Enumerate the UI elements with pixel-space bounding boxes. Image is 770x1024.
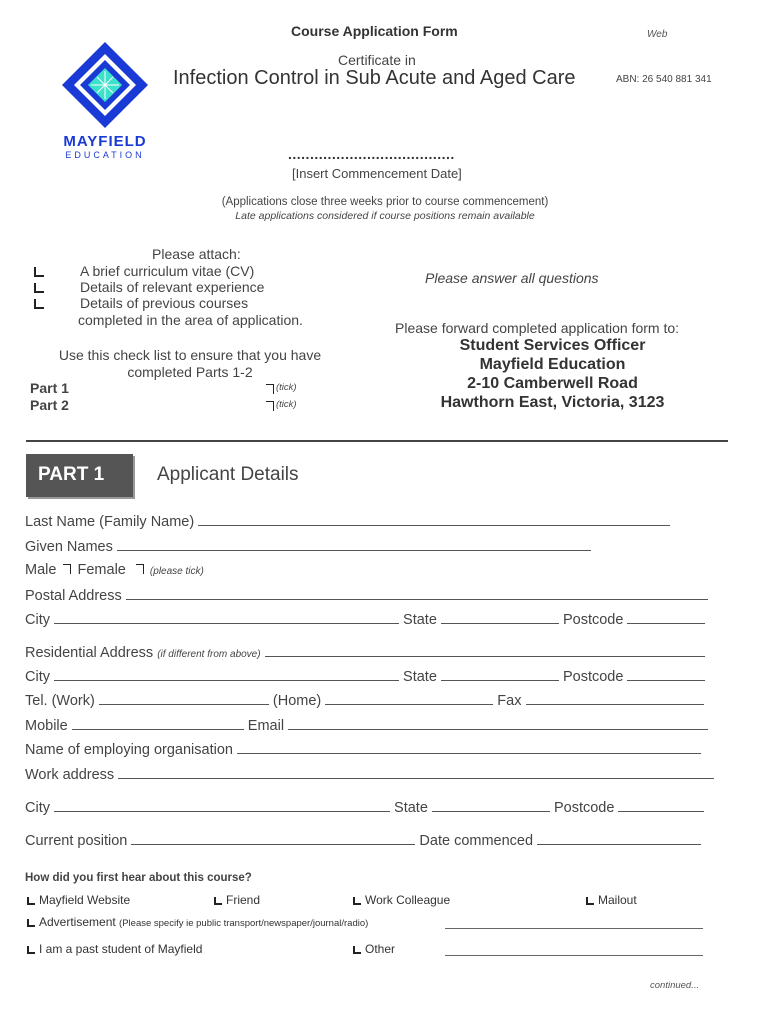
mobile-input[interactable] xyxy=(72,717,244,730)
state-label: State xyxy=(403,669,437,685)
attach-item-continued: completed in the area of application. xyxy=(78,312,303,328)
tick-box-icon[interactable] xyxy=(266,384,274,394)
applications-close: (Applications close three weeks prior to course commencement) xyxy=(221,196,549,208)
postcode-input[interactable] xyxy=(618,799,704,812)
postal-address-field[interactable] xyxy=(25,587,708,604)
state-label: State xyxy=(403,612,437,628)
attach-item[interactable] xyxy=(34,279,264,295)
checkbox-icon[interactable] xyxy=(34,283,44,293)
work-address-field[interactable] xyxy=(25,766,714,783)
employer-input[interactable] xyxy=(237,741,701,754)
tick-label: (tick) xyxy=(276,399,297,410)
home-phone-input[interactable] xyxy=(325,692,493,705)
city-input[interactable] xyxy=(54,668,399,681)
part1-check-label: Part 1 xyxy=(30,380,69,396)
forward-intro: Please forward completed application form to: xyxy=(395,320,680,336)
residential-address-label: Residential Address xyxy=(25,645,154,661)
email-input[interactable] xyxy=(288,717,708,730)
other-input[interactable] xyxy=(445,955,703,956)
work-address-label: Work address xyxy=(25,767,115,783)
abn-text: ABN: 26 540 881 341 xyxy=(616,74,712,85)
checkbox-icon[interactable] xyxy=(27,919,35,927)
late-applications: Late applications considered if course positions remain available xyxy=(235,210,535,222)
state-label: State xyxy=(394,800,428,816)
forward-line-3: 2-10 Camberwell Road xyxy=(467,375,638,392)
option-label: Advertisement xyxy=(39,915,116,929)
logo-subtitle: EDUCATION xyxy=(65,150,145,160)
attach-item-label: A brief curriculum vitae (CV) xyxy=(80,263,255,279)
part2-tick[interactable] xyxy=(263,399,297,411)
option-label: I am a past student of Mayfield xyxy=(39,942,203,956)
checklist-text-1: Use this check list to ensure that you have xyxy=(58,347,322,363)
male-label: Male xyxy=(25,562,57,578)
option-label: Mailout xyxy=(598,893,637,907)
work-address-input[interactable] xyxy=(118,766,714,779)
state-input[interactable] xyxy=(441,668,559,681)
hear-option-colleague[interactable] xyxy=(353,893,450,907)
postcode-label: Postcode xyxy=(562,612,624,628)
city-label: City xyxy=(25,800,50,816)
tick-box-icon[interactable] xyxy=(266,401,274,411)
last-name-label: Last Name (Family Name) xyxy=(25,514,195,530)
checkbox-icon[interactable] xyxy=(353,897,361,905)
male-checkbox-icon[interactable] xyxy=(63,564,71,574)
tel-work-label: Tel. (Work) xyxy=(25,693,95,709)
part1-badge-label: PART 1 xyxy=(38,464,105,485)
phone-row xyxy=(25,692,704,709)
female-label: Female xyxy=(77,562,126,578)
hear-option-advertisement[interactable] xyxy=(27,915,368,929)
advertisement-input[interactable] xyxy=(445,928,703,929)
logo-diamond-icon xyxy=(55,40,155,130)
state-input[interactable] xyxy=(441,611,559,624)
fax-input[interactable] xyxy=(526,692,704,705)
hear-option-past-student[interactable] xyxy=(27,942,202,956)
please-answer: Please answer all questions xyxy=(425,270,599,286)
gender-field xyxy=(25,562,204,578)
postal-city-row xyxy=(25,611,705,628)
employer-field[interactable] xyxy=(25,741,701,758)
current-position-input[interactable] xyxy=(131,832,415,845)
logo-name: MAYFIELD xyxy=(63,133,147,150)
course-name: Infection Control in Sub Acute and Aged Care xyxy=(173,67,576,89)
checkbox-icon[interactable] xyxy=(214,897,222,905)
current-position-label: Current position xyxy=(25,833,128,849)
residential-city-row xyxy=(25,668,705,685)
city-label: City xyxy=(25,669,50,685)
email-label: Email xyxy=(247,718,285,734)
advert-note: (Please specify ie public transport/newspaper/journal/radio) xyxy=(119,918,369,929)
date-commenced-input[interactable] xyxy=(537,832,701,845)
date-commenced-label: Date commenced xyxy=(419,833,534,849)
female-checkbox-icon[interactable] xyxy=(136,564,144,574)
forward-line-1: Student Services Officer xyxy=(459,337,646,354)
postcode-label: Postcode xyxy=(553,800,615,816)
forward-line-4: Hawthorn East, Victoria, 3123 xyxy=(440,394,665,411)
part1-badge xyxy=(26,454,133,497)
checkbox-icon[interactable] xyxy=(353,946,361,954)
hear-option-mailout[interactable] xyxy=(586,893,637,907)
attach-heading: Please attach: xyxy=(152,246,241,262)
checkbox-icon[interactable] xyxy=(27,897,35,905)
hear-option-website[interactable] xyxy=(27,893,130,907)
certificate-in: Certificate in xyxy=(338,52,416,68)
hear-option-friend[interactable] xyxy=(214,893,260,907)
residential-address-input[interactable] xyxy=(265,644,705,657)
last-name-input[interactable] xyxy=(198,513,670,526)
residential-address-field[interactable] xyxy=(25,644,705,661)
hear-option-other[interactable] xyxy=(353,942,395,956)
postcode-input[interactable] xyxy=(627,668,705,681)
option-label: Mayfield Website xyxy=(39,893,131,907)
hear-question: How did you first hear about this course? xyxy=(25,872,252,884)
checklist-text-2: completed Parts 1-2 xyxy=(127,364,253,380)
if-different-note: (if different from above) xyxy=(157,649,261,660)
part1-tick[interactable] xyxy=(263,382,297,394)
state-input[interactable] xyxy=(432,799,550,812)
attach-item[interactable] xyxy=(34,295,248,311)
option-label: Other xyxy=(365,942,396,956)
fax-label: Fax xyxy=(497,693,522,709)
attach-item[interactable] xyxy=(34,263,254,279)
checkbox-icon[interactable] xyxy=(34,267,44,277)
option-label: Work Colleague xyxy=(365,893,451,907)
city-input[interactable] xyxy=(54,611,399,624)
given-names-label: Given Names xyxy=(25,539,113,555)
checkbox-icon[interactable] xyxy=(34,299,44,309)
last-name-field[interactable] xyxy=(25,513,670,530)
attach-item-label: Details of previous courses xyxy=(80,295,249,311)
part1-title: Applicant Details xyxy=(157,464,299,485)
continued-note: continued... xyxy=(650,980,700,991)
mayfield-logo xyxy=(55,40,155,160)
given-names-field[interactable] xyxy=(25,538,591,555)
tick-label: (tick) xyxy=(276,382,297,393)
employer-label: Name of employing organisation xyxy=(25,742,233,758)
given-names-input[interactable] xyxy=(117,538,591,551)
attach-item-label: Details of relevant experience xyxy=(80,279,265,295)
work-city-row xyxy=(25,799,704,816)
postal-address-label: Postal Address xyxy=(25,588,122,604)
home-label: (Home) xyxy=(272,693,322,709)
tel-work-input[interactable] xyxy=(99,692,269,705)
checkbox-icon[interactable] xyxy=(27,946,35,954)
position-row xyxy=(25,832,701,849)
postcode-label: Postcode xyxy=(562,669,624,685)
postcode-input[interactable] xyxy=(627,611,705,624)
city-label: City xyxy=(25,612,50,628)
checkbox-icon[interactable] xyxy=(586,897,594,905)
section-divider xyxy=(26,440,728,442)
form-title: Course Application Form xyxy=(291,23,458,39)
commencement-date: [Insert Commencement Date] xyxy=(292,166,462,181)
mobile-email-row xyxy=(25,717,708,734)
part2-check-label: Part 2 xyxy=(30,397,69,413)
postal-address-input[interactable] xyxy=(126,587,708,600)
mobile-label: Mobile xyxy=(25,718,68,734)
please-tick-note: (please tick) xyxy=(149,566,204,577)
option-label: Friend xyxy=(226,893,261,907)
forward-line-2: Mayfield Education xyxy=(479,356,626,373)
web-label: Web xyxy=(647,29,668,40)
commencement-dots: ...................................... xyxy=(288,146,455,162)
city-input[interactable] xyxy=(54,799,390,812)
